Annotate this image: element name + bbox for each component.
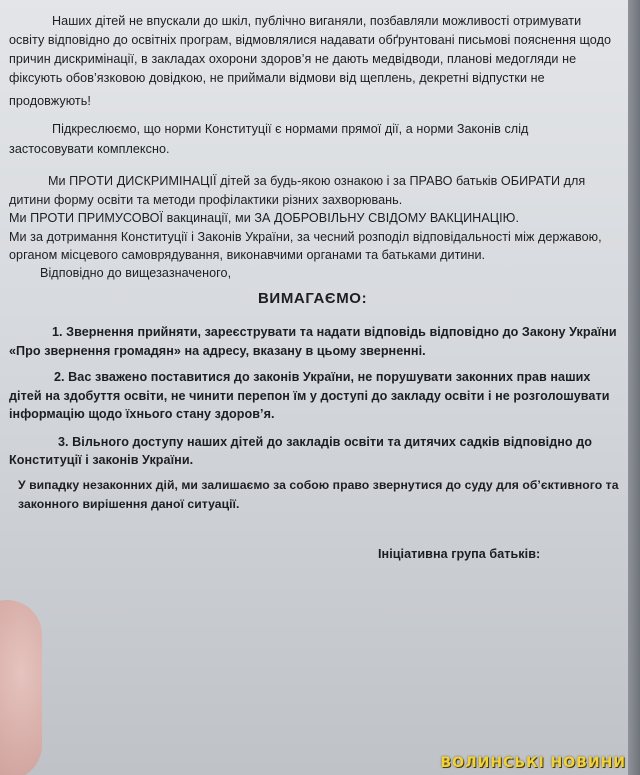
paragraph3-line3: Ми ПРОТИ ПРИМУСОВОЇ вакцинації, ми ЗА ДОБРОВІЛЬНУ СВІДОМУ ВАКЦИНАЦІЮ. (9, 211, 520, 225)
demand1-line2: «Про звернення громадян» на адресу, вказану в цьому зверненні. (9, 344, 426, 358)
demand2-line1: 2. Вас зважено поставитися до законів України, не порушувати законних прав наших (54, 370, 591, 384)
paragraph3-line1: Ми ПРОТИ ДИСКРИМІНАЦІЇ дітей за будь-якою ознакою і за ПРАВО батьків ОБИРАТИ для (48, 174, 586, 188)
closing-line1: У випадку незаконних дій, ми залишаємо за собою право звернутися до суду для об’єктивного та (18, 478, 619, 492)
paragraph2-line2: застосовувати комплексно. (9, 142, 170, 156)
demand3-line2: Конституції і законів України. (9, 453, 194, 467)
paragraph1-line1: Наших дітей не впускали до шкіл, публічно виганяли, позбавляли можливості отримувати (52, 14, 582, 28)
closing-line2: законного вирішення даної ситуації. (18, 497, 240, 511)
paragraph1-line3: причин дискримінації, в закладах охорони здоров’я не дають медвідводи, планові медогляди не (9, 52, 577, 66)
paragraph3-line4: Ми за дотримання Конституції і Законів України, за чесний розподіл відповідальності між державою, (9, 230, 602, 244)
demand1-line1: 1. Звернення прийняти, зареєструвати та надати відповідь відповідно до Закону України (52, 325, 617, 339)
paragraph2-line1: Підкреслюємо, що норми Конституції є нормами прямої дії, а норми Законів слід (52, 122, 529, 136)
table-edge (628, 0, 640, 775)
paragraph1-line2: освіту відповідно до освітніх програм, відмовлялися надавати обґрунтовані письмові пояснення щодо (9, 33, 612, 47)
demand3-line1: 3. Вільного доступу наших дітей до закладів освіти та дитячих садків відповідно до (58, 435, 592, 449)
demand-heading: ВИМАГАЄМО: (258, 290, 368, 307)
watermark-logo: ВОЛИНСЬКІ НОВИНИ (440, 755, 626, 771)
paragraph3-line5: органом місцевого самоврядування, виконавчими органами та батьками дитини. (9, 248, 486, 262)
signature-label: Ініціативна група батьків: (378, 547, 541, 561)
demand2-line3: інформацію щодо їхнього стану здоров’я. (9, 407, 275, 421)
paragraph1-line4: фіксують обов’язковою довідкою, не приймали відмови від щеплень, декретні відпустки не (9, 71, 545, 85)
paragraph1-line5: продовжують! (9, 94, 91, 108)
paragraph3-line6: Відповідно до вищезазначеного, (40, 266, 232, 280)
demand2-line2: дітей на здобуття освіти, не чинити перепон їм у доступі до закладу освіти і не розголошувати (9, 389, 610, 403)
finger-shadow (0, 600, 42, 775)
paragraph3-line2: дитини форму освіти та методи профілактики різних захворювань. (9, 193, 403, 207)
